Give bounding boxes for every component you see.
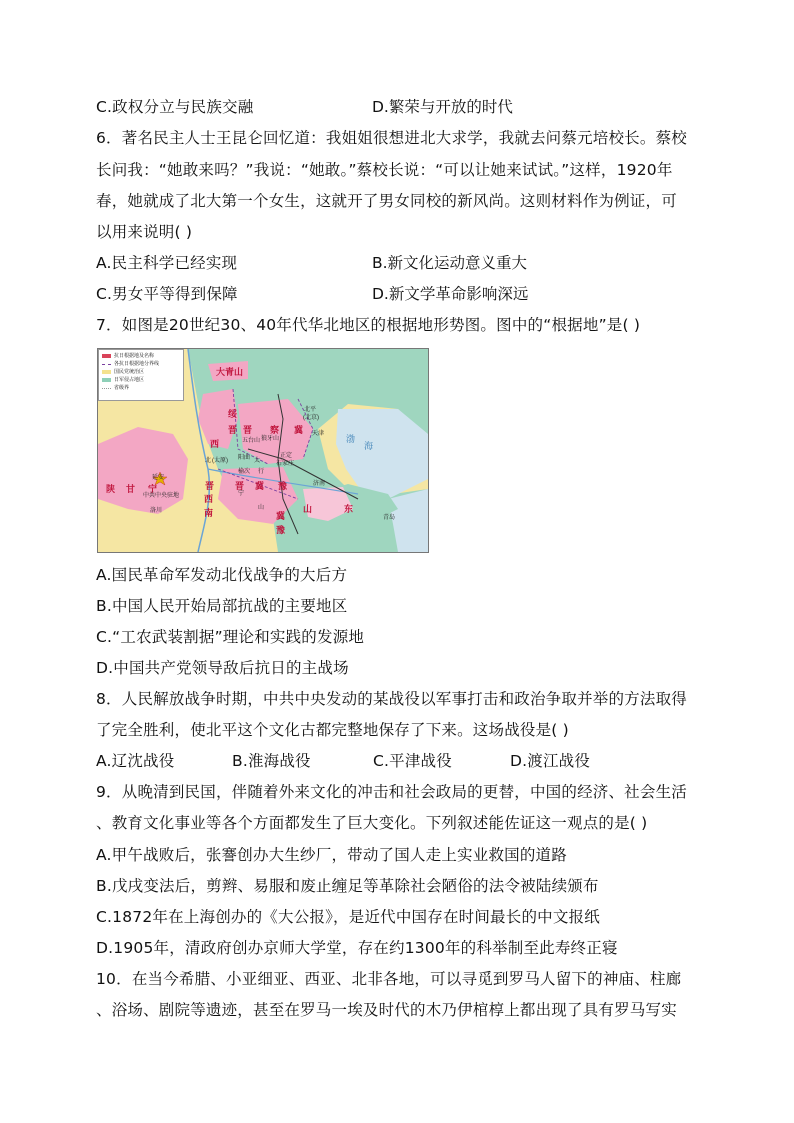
map-label-shijiazhuang: 石家庄	[276, 461, 295, 467]
base-area-map	[97, 348, 429, 553]
map-label-xi: 西	[210, 439, 220, 449]
q8-option-d: D.渡江战役	[510, 752, 591, 770]
q5-option-d: D.繁荣与开放的时代	[372, 98, 513, 116]
q8-line-1: 8．人民解放战争时期，中共中央发动的某战役以军事打击和政治争取并举的方法取得	[96, 690, 687, 708]
q9-option-d: D.1905年，清政府创办京师大学堂，存在约1300年的科举制至此寿终正寝	[96, 939, 618, 957]
q6-line-3: 春，她就成了北大第一个女生，这就开了男女同校的新风尚。这则材料作为例证，可	[96, 192, 677, 210]
map-label-xi2: 西	[204, 494, 214, 504]
map-label-jin1: 晋	[228, 425, 238, 435]
q7-option-d: D.中国共产党领导敌后抗日的主战场	[96, 659, 349, 677]
map-label-yuci: 榆次	[238, 469, 251, 475]
legend-swatch-province	[102, 388, 111, 389]
q7-option-b: B.中国人民开始局部抗战的主要地区	[96, 597, 348, 615]
map-label-jinan: 济南	[313, 481, 326, 487]
map-label-jin4: 晋	[235, 481, 245, 491]
q7-option-a: A.国民革命军发动北伐战争的大后方	[96, 566, 348, 584]
legend-swatch-boundary	[102, 364, 111, 365]
q10-line-2: 、浴场、剧院等遗迹，甚至在罗马一埃及时代的木乃伊棺椁上都出现了具有罗马写实	[96, 1001, 677, 1019]
legend-swatch-base	[102, 354, 111, 358]
q6-option-b: B.新文化运动意义重大	[372, 254, 528, 272]
map-shaanganning	[98, 427, 188, 514]
q9-option-b: B.戊戌变法后，剪辫、易服和废止缠足等革除社会陋俗的法令被陆续颁布	[96, 877, 599, 895]
map-label-bohai2: 海	[364, 441, 374, 451]
map-label-nan: 南	[204, 508, 214, 518]
map-label-sui: 绥	[228, 409, 238, 419]
map-label-tianjin: 天津	[312, 431, 325, 437]
map-label-qingdao: 青岛	[383, 515, 396, 521]
map-label-dong: 东	[344, 504, 354, 514]
q6-line-2: 长问我：“她敢来吗？”我说：“她敢。”蔡校长说：“可以让她来试试。”这样，1920年	[96, 161, 673, 179]
map-label-jin2: 晋	[243, 425, 253, 435]
legend-row	[102, 352, 180, 360]
map-label-shan: 陕	[106, 484, 116, 494]
map-label-beiping: 北平	[304, 407, 317, 413]
q7-stem: 7．如图是20世纪30、40年代华北地区的根据地形势图。图中的“根据地”是( )	[96, 316, 641, 334]
q6-line-4: 以用来说明( )	[96, 223, 193, 241]
map-label-ji3: 冀	[276, 511, 286, 521]
map-label-yangqu: 阳曲	[238, 455, 251, 461]
map-label-ning: 宁	[148, 484, 158, 494]
map-label-beijing-note: (北京)	[303, 415, 319, 421]
map-label-ning2: 宁	[238, 491, 245, 497]
map-label-central: 中共中央驻地	[143, 493, 180, 499]
map-label-wutaishan: 五台山	[242, 438, 261, 444]
map-label-bohai1: 渤	[346, 434, 356, 444]
map-label-ji1: 冀	[294, 425, 304, 435]
map-label-yanan: 延安	[152, 475, 165, 481]
q9-option-c: C.1872年在上海创办的《大公报》，是近代中国存在时间最长的中文报纸	[96, 908, 600, 926]
q8-option-c: C.平津战役	[373, 752, 452, 770]
legend-row	[102, 360, 180, 368]
q9-option-a: A.甲午战败后，张謇创办大生纱厂，带动了国人走上实业救国的道路	[96, 846, 567, 864]
legend-label: 省级界	[114, 385, 130, 391]
q10-line-1: 10．在当今希腊、小亚细亚、西亚、北非各地，可以寻觅到罗马人留下的神庙、柱廊	[96, 970, 682, 988]
map-label-tai: 太	[254, 458, 261, 464]
legend-row	[102, 384, 180, 392]
legend-label: 各抗日根据地分界线	[114, 361, 160, 367]
map-label-ji2: 冀	[255, 481, 265, 491]
q8-line-2: 了完全胜利，使北平这个文化古都完整地保存了下来。这场战役是( )	[96, 721, 569, 739]
legend-label: 抗日根据地及名称	[114, 353, 155, 359]
map-label-shan3: 山	[258, 505, 265, 511]
q9-line-2: 、教育文化事业等各个方面都发生了巨大变化。下列叙述能佐证这一观点的是( )	[96, 814, 648, 832]
map-legend	[98, 349, 184, 401]
q6-option-a: A.民主科学已经实现	[96, 254, 238, 272]
map-label-yu2: 豫	[276, 525, 286, 535]
legend-swatch-kmt	[102, 370, 111, 374]
q9-line-1: 9．从晚清到民国，伴随着外来文化的冲击和社会政局的更替，中国的经济、社会生活	[96, 783, 687, 801]
map-label-bei: 北	[205, 458, 212, 464]
map-label-shan2: 山	[303, 504, 313, 514]
q5-option-c: C.政权分立与民族交融	[96, 98, 254, 116]
q6-option-c: C.男女平等得到保障	[96, 285, 238, 303]
map-label-zhengding: 正定	[280, 453, 293, 459]
map-label-luochuan: 洛川	[150, 508, 163, 514]
q6-option-d: D.新文学革命影响深远	[372, 285, 529, 303]
map-label-langyashan: 狼牙山	[261, 436, 280, 442]
legend-swatch-occupied	[102, 378, 111, 382]
map-label-gan: 甘	[126, 484, 136, 494]
map-label-jin3: 晋	[205, 481, 215, 491]
map-label-hang: 行	[258, 469, 265, 475]
map-label-yu1: 豫	[278, 481, 288, 491]
map-label-cha: 察	[270, 425, 280, 435]
q8-option-a: A.辽沈战役	[96, 752, 175, 770]
legend-row	[102, 368, 180, 376]
q6-line-1: 6．著名民主人士王昆仑回忆道：我姐姐很想进北大求学，我就去问蔡元培校长。蔡校	[96, 129, 687, 147]
q8-option-b: B.淮海战役	[232, 752, 311, 770]
legend-label: 国民党统治区	[114, 369, 145, 375]
legend-row	[102, 376, 180, 384]
map-label-taiyuan: (太原)	[212, 458, 228, 464]
q7-option-c: C.“工农武装割据”理论和实践的发源地	[96, 628, 365, 646]
legend-label: 日军侵占地区	[114, 377, 145, 383]
map-label-daqingshan: 大青山	[216, 367, 244, 377]
